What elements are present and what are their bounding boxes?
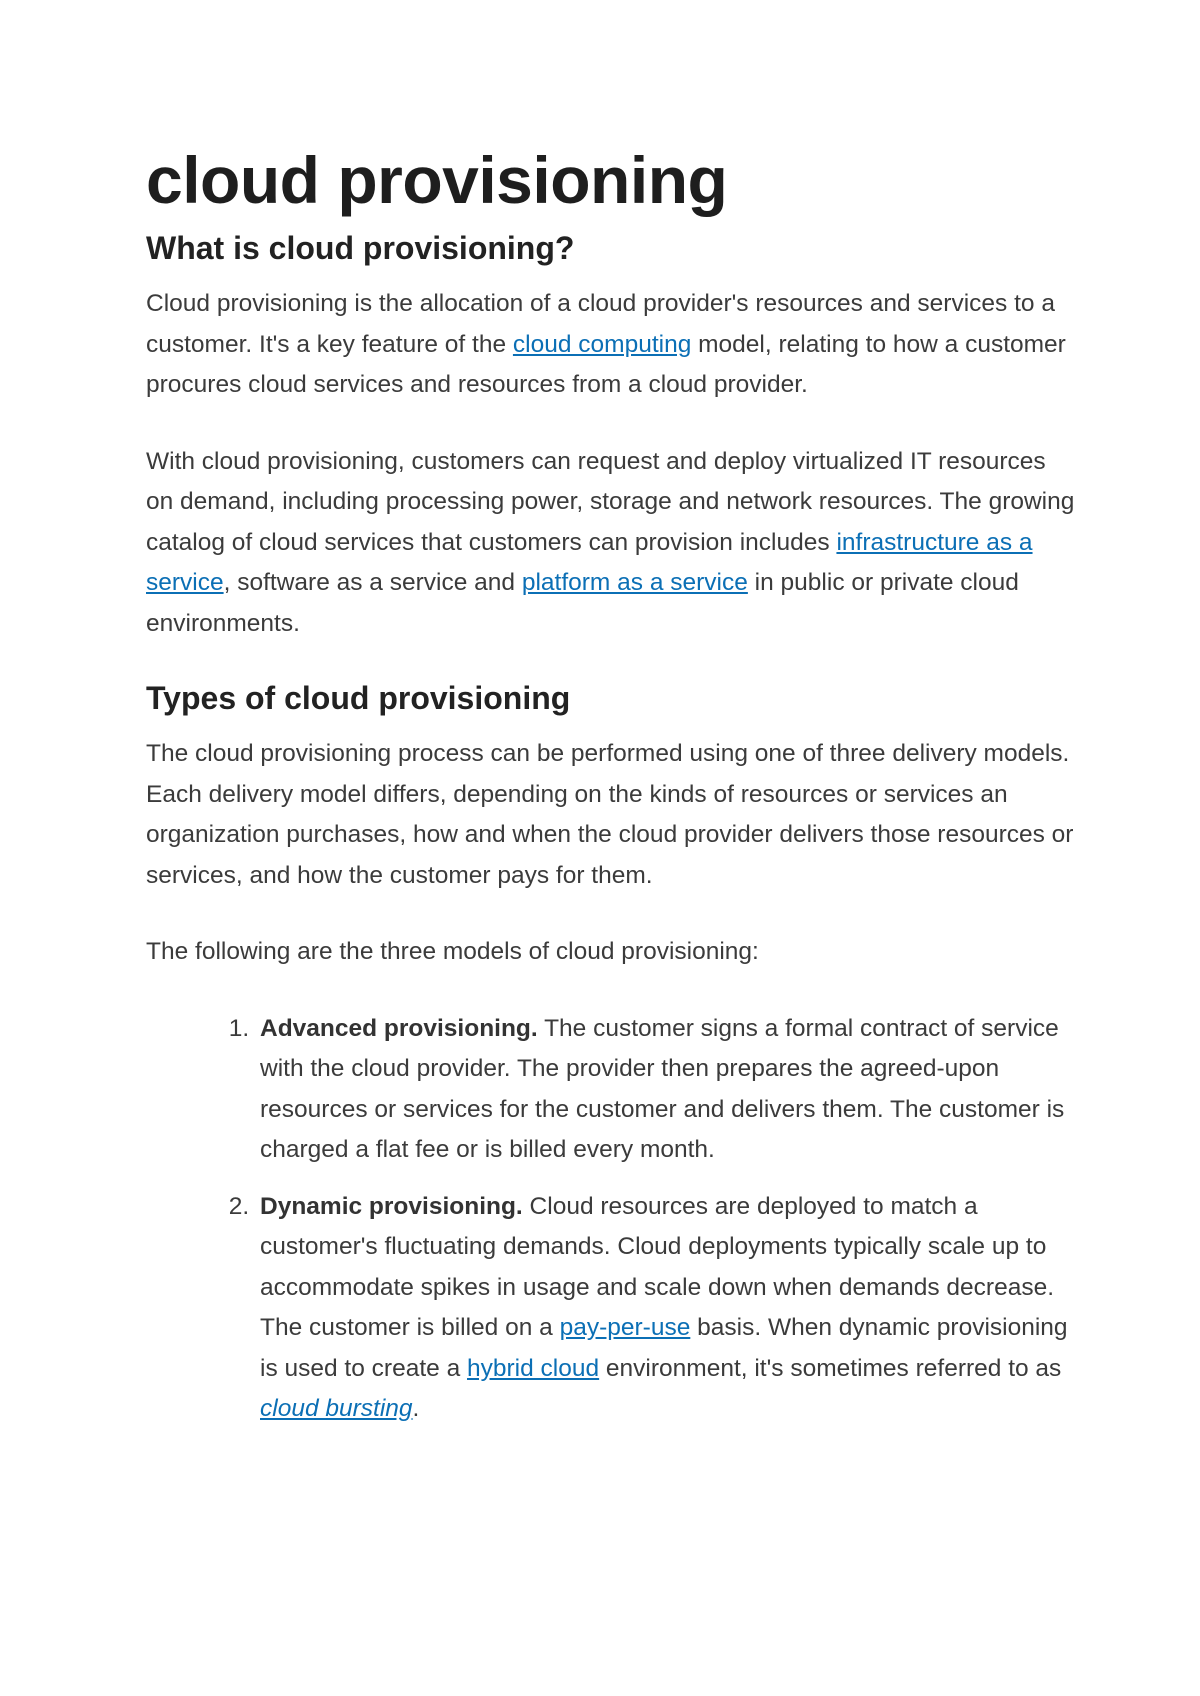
dynamic-text-3: environment, it's sometimes referred to as xyxy=(599,1354,1062,1382)
page-title: cloud provisioning xyxy=(146,143,728,217)
dynamic-text-4: . xyxy=(412,1395,420,1422)
advanced-text: The customer signs a formal contract of service with the cloud provider. The provider then prepares the agreed-upon resources or services for the customer and delivers them. The customer is charged a flat fee or is billed every month. xyxy=(260,1014,1065,1163)
intro-paragraph-2 xyxy=(146,442,1076,645)
types-paragraph-1: The cloud provisioning process can be performed using one of three delivery models. Each delivery model differs, depending on the kinds of resources or services an organization purchases, how and when the cloud provider delivers those resources or services, and how the customer pays for them. xyxy=(146,740,1074,889)
intro-p2-text-3: in public or private cloud environments. xyxy=(146,569,1019,637)
intro-p2-text-1: With cloud provisioning, customers can request and deploy virtualized IT resources on demand, including processing power, storage and network resources. The growing catalog of cloud services that customers can provision includes xyxy=(146,447,1075,556)
types-heading: Types of cloud provisioning xyxy=(146,680,571,716)
list-item-dynamic xyxy=(256,1187,1076,1430)
intro-p1-text-1: Cloud provisioning is the allocation of a cloud provider's resources and services to a customer. It's a key feature of the xyxy=(146,290,1055,358)
provisioning-models-list xyxy=(146,1009,1076,1430)
advanced-label: Advanced provisioning. xyxy=(260,1014,538,1042)
cloud-computing-link[interactable]: cloud computing xyxy=(512,330,692,358)
pay-per-use-link[interactable]: pay-per-use xyxy=(559,1314,691,1341)
paas-link[interactable]: platform as a service xyxy=(521,569,748,596)
dynamic-label: Dynamic provisioning. xyxy=(260,1192,523,1220)
intro-paragraph-1 xyxy=(146,284,1076,406)
cloud-bursting-link[interactable]: cloud bursting xyxy=(260,1395,413,1422)
hybrid-cloud-link[interactable]: hybrid cloud xyxy=(467,1354,600,1382)
intro-p1-text-2: model, relating to how a customer procures cloud services and resources from a cloud provider. xyxy=(146,330,1066,398)
iaas-link[interactable]: infrastructure as a service xyxy=(146,528,1033,596)
intro-p2-text-2: , software as a service and xyxy=(223,569,522,596)
types-paragraph-2: The following are the three models of cloud provisioning: xyxy=(146,938,759,965)
list-item-advanced xyxy=(256,1009,1076,1171)
dynamic-text-2: basis. When dynamic provisioning is used to create a xyxy=(260,1314,1068,1382)
dynamic-text-1: Cloud resources are deployed to match a customer's fluctuating demands. Cloud deployments typically scale up to accommodate spikes in usage and scale down when demands decrease. The customer is billed on a xyxy=(260,1192,1055,1341)
page-subtitle: What is cloud provisioning? xyxy=(146,230,575,266)
document-page xyxy=(146,140,1076,1446)
